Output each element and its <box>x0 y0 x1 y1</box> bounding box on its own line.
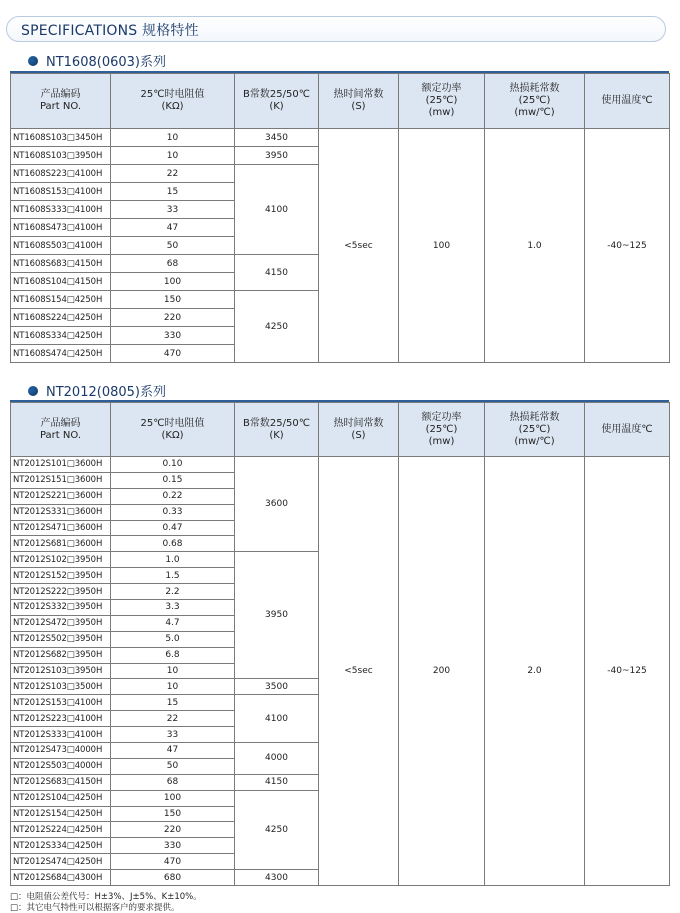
part-number-cell: NT1608S104□4150H <box>11 273 111 291</box>
part-number-cell: NT2012S103□3500H <box>11 679 111 695</box>
col-header-resistance: 25℃时电阻值 (KΩ) <box>111 403 235 457</box>
col-header-b-constant: B常数25/50℃ (K) <box>235 403 319 457</box>
resistance-cell: 2.2 <box>111 584 235 600</box>
resistance-cell: 0.33 <box>111 504 235 520</box>
part-number-cell: NT2012S684□4300H <box>11 870 111 886</box>
part-number-cell: NT2012S221□3600H <box>11 488 111 504</box>
table-header-row <box>11 403 670 457</box>
col-header-temperature: 使用温度℃ <box>585 74 670 129</box>
col-header-temperature: 使用温度℃ <box>585 403 670 457</box>
resistance-cell: 470 <box>111 854 235 870</box>
b-constant-cell: 4150 <box>235 774 319 790</box>
b-constant-cell: 3450 <box>235 129 319 147</box>
resistance-cell: 33 <box>111 201 235 219</box>
part-number-cell: NT2012S474□4250H <box>11 854 111 870</box>
col-header-time-constant: 热时间常数 (S) <box>319 403 399 457</box>
resistance-cell: 15 <box>111 695 235 711</box>
resistance-cell: 0.22 <box>111 488 235 504</box>
part-number-cell: NT1608S224□4250H <box>11 309 111 327</box>
resistance-cell: 3.3 <box>111 600 235 616</box>
spec-table-nt2012 <box>10 402 670 886</box>
b-constant-cell: 4000 <box>235 743 319 775</box>
resistance-cell: 4.7 <box>111 615 235 631</box>
note-tolerance: □：电阻值公差代号：H±3%、J±5%、K±10%。 <box>10 892 202 902</box>
resistance-cell: 0.47 <box>111 520 235 536</box>
part-number-cell: NT2012S153□4100H <box>11 695 111 711</box>
part-number-cell: NT1608S223□4100H <box>11 165 111 183</box>
col-header-power: 额定功率 (25℃) (mw) <box>399 403 485 457</box>
note-other-specs: □：其它电气特性可以根据客户的要求提供。 <box>10 903 180 913</box>
resistance-cell: 0.68 <box>111 536 235 552</box>
part-number-cell: NT2012S683□4150H <box>11 774 111 790</box>
part-number-cell: NT2012S473□4000H <box>11 743 111 759</box>
part-number-cell: NT1608S153□4100H <box>11 183 111 201</box>
table-row <box>11 129 670 147</box>
part-number-cell: NT2012S102□3950H <box>11 552 111 568</box>
resistance-cell: 1.0 <box>111 552 235 568</box>
part-number-cell: NT2012S222□3950H <box>11 584 111 600</box>
part-number-cell: NT2012S104□4250H <box>11 790 111 806</box>
part-number-cell: NT2012S502□3950H <box>11 631 111 647</box>
resistance-cell: 50 <box>111 758 235 774</box>
part-number-cell: NT2012S103□3950H <box>11 663 111 679</box>
b-constant-cell: 3500 <box>235 679 319 695</box>
resistance-cell: 150 <box>111 806 235 822</box>
resistance-cell: 1.5 <box>111 568 235 584</box>
col-header-dissipation: 热损耗常数 (25℃) (mw/℃) <box>485 74 585 129</box>
temperature-range-cell: -40~125 <box>585 129 670 363</box>
part-number-cell: NT2012S471□3600H <box>11 520 111 536</box>
resistance-cell: 47 <box>111 219 235 237</box>
part-number-cell: NT1608S154□4250H <box>11 291 111 309</box>
resistance-cell: 47 <box>111 743 235 759</box>
table-header-row <box>11 74 670 129</box>
resistance-cell: 100 <box>111 790 235 806</box>
part-number-cell: NT2012S503□4000H <box>11 758 111 774</box>
b-constant-cell: 4250 <box>235 790 319 869</box>
rated-power-cell: 200 <box>399 457 485 886</box>
part-number-cell: NT2012S154□4250H <box>11 806 111 822</box>
rated-power-cell: 100 <box>399 129 485 363</box>
part-number-cell: NT2012S224□4250H <box>11 822 111 838</box>
resistance-cell: 33 <box>111 727 235 743</box>
part-number-cell: NT1608S683□4150H <box>11 255 111 273</box>
part-number-cell: NT2012S332□3950H <box>11 600 111 616</box>
part-number-cell: NT1608S103□3950H <box>11 147 111 165</box>
part-number-cell: NT1608S473□4100H <box>11 219 111 237</box>
resistance-cell: 22 <box>111 165 235 183</box>
time-constant-cell: <5sec <box>319 129 399 363</box>
page-title: SPECIFICATIONS 规格特性 <box>21 23 199 39</box>
resistance-cell: 15 <box>111 183 235 201</box>
resistance-cell: 680 <box>111 870 235 886</box>
b-constant-cell: 4150 <box>235 255 319 291</box>
resistance-cell: 5.0 <box>111 631 235 647</box>
resistance-cell: 6.8 <box>111 647 235 663</box>
dissipation-constant-cell: 1.0 <box>485 129 585 363</box>
part-number-cell: NT2012S331□3600H <box>11 504 111 520</box>
part-number-cell: NT2012S681□3600H <box>11 536 111 552</box>
resistance-cell: 22 <box>111 711 235 727</box>
resistance-cell: 0.10 <box>111 457 235 473</box>
part-number-cell: NT2012S333□4100H <box>11 727 111 743</box>
b-constant-cell: 4100 <box>235 165 319 255</box>
part-number-cell: NT2012S101□3600H <box>11 457 111 473</box>
col-header-dissipation: 热损耗常数 (25℃) (mw/℃) <box>485 403 585 457</box>
section-heading-nt1608 <box>28 51 166 70</box>
part-number-cell: NT2012S472□3950H <box>11 615 111 631</box>
part-number-cell: NT1608S503□4100H <box>11 237 111 255</box>
header-bar <box>6 16 666 42</box>
section-title-nt1608: NT1608(0603)系列 <box>46 55 166 70</box>
b-constant-cell: 3950 <box>235 147 319 165</box>
col-header-power: 额定功率 (25℃) (mw) <box>399 74 485 129</box>
resistance-cell: 100 <box>111 273 235 291</box>
part-number-cell: NT2012S152□3950H <box>11 568 111 584</box>
resistance-cell: 10 <box>111 129 235 147</box>
table-row <box>11 457 670 473</box>
bullet-icon <box>28 386 38 396</box>
resistance-cell: 10 <box>111 147 235 165</box>
b-constant-cell: 3950 <box>235 552 319 679</box>
resistance-cell: 68 <box>111 255 235 273</box>
resistance-cell: 50 <box>111 237 235 255</box>
col-header-resistance: 25℃时电阻值 (KΩ) <box>111 74 235 129</box>
time-constant-cell: <5sec <box>319 457 399 886</box>
part-number-cell: NT2012S223□4100H <box>11 711 111 727</box>
section-title-nt2012: NT2012(0805)系列 <box>46 385 166 400</box>
part-number-cell: NT2012S682□3950H <box>11 647 111 663</box>
resistance-cell: 220 <box>111 822 235 838</box>
spec-table-nt1608 <box>10 73 670 363</box>
col-header-b-constant: B常数25/50℃ (K) <box>235 74 319 129</box>
resistance-cell: 68 <box>111 774 235 790</box>
part-number-cell: NT1608S333□4100H <box>11 201 111 219</box>
part-number-cell: NT1608S103□3450H <box>11 129 111 147</box>
b-constant-cell: 3600 <box>235 457 319 552</box>
resistance-cell: 220 <box>111 309 235 327</box>
temperature-range-cell: -40~125 <box>585 457 670 886</box>
resistance-cell: 150 <box>111 291 235 309</box>
part-number-cell: NT1608S474□4250H <box>11 345 111 363</box>
part-number-cell: NT2012S151□3600H <box>11 472 111 488</box>
col-header-part: 产品编码 Part NO. <box>11 403 111 457</box>
resistance-cell: 330 <box>111 838 235 854</box>
resistance-cell: 10 <box>111 663 235 679</box>
bullet-icon <box>28 56 38 66</box>
resistance-cell: 470 <box>111 345 235 363</box>
col-header-time-constant: 热时间常数 (S) <box>319 74 399 129</box>
resistance-cell: 0.15 <box>111 472 235 488</box>
b-constant-cell: 4100 <box>235 695 319 743</box>
resistance-cell: 330 <box>111 327 235 345</box>
part-number-cell: NT1608S334□4250H <box>11 327 111 345</box>
b-constant-cell: 4300 <box>235 870 319 886</box>
b-constant-cell: 4250 <box>235 291 319 363</box>
col-header-part: 产品编码 Part NO. <box>11 74 111 129</box>
dissipation-constant-cell: 2.0 <box>485 457 585 886</box>
resistance-cell: 10 <box>111 679 235 695</box>
part-number-cell: NT2012S334□4250H <box>11 838 111 854</box>
section-heading-nt2012 <box>28 381 166 400</box>
